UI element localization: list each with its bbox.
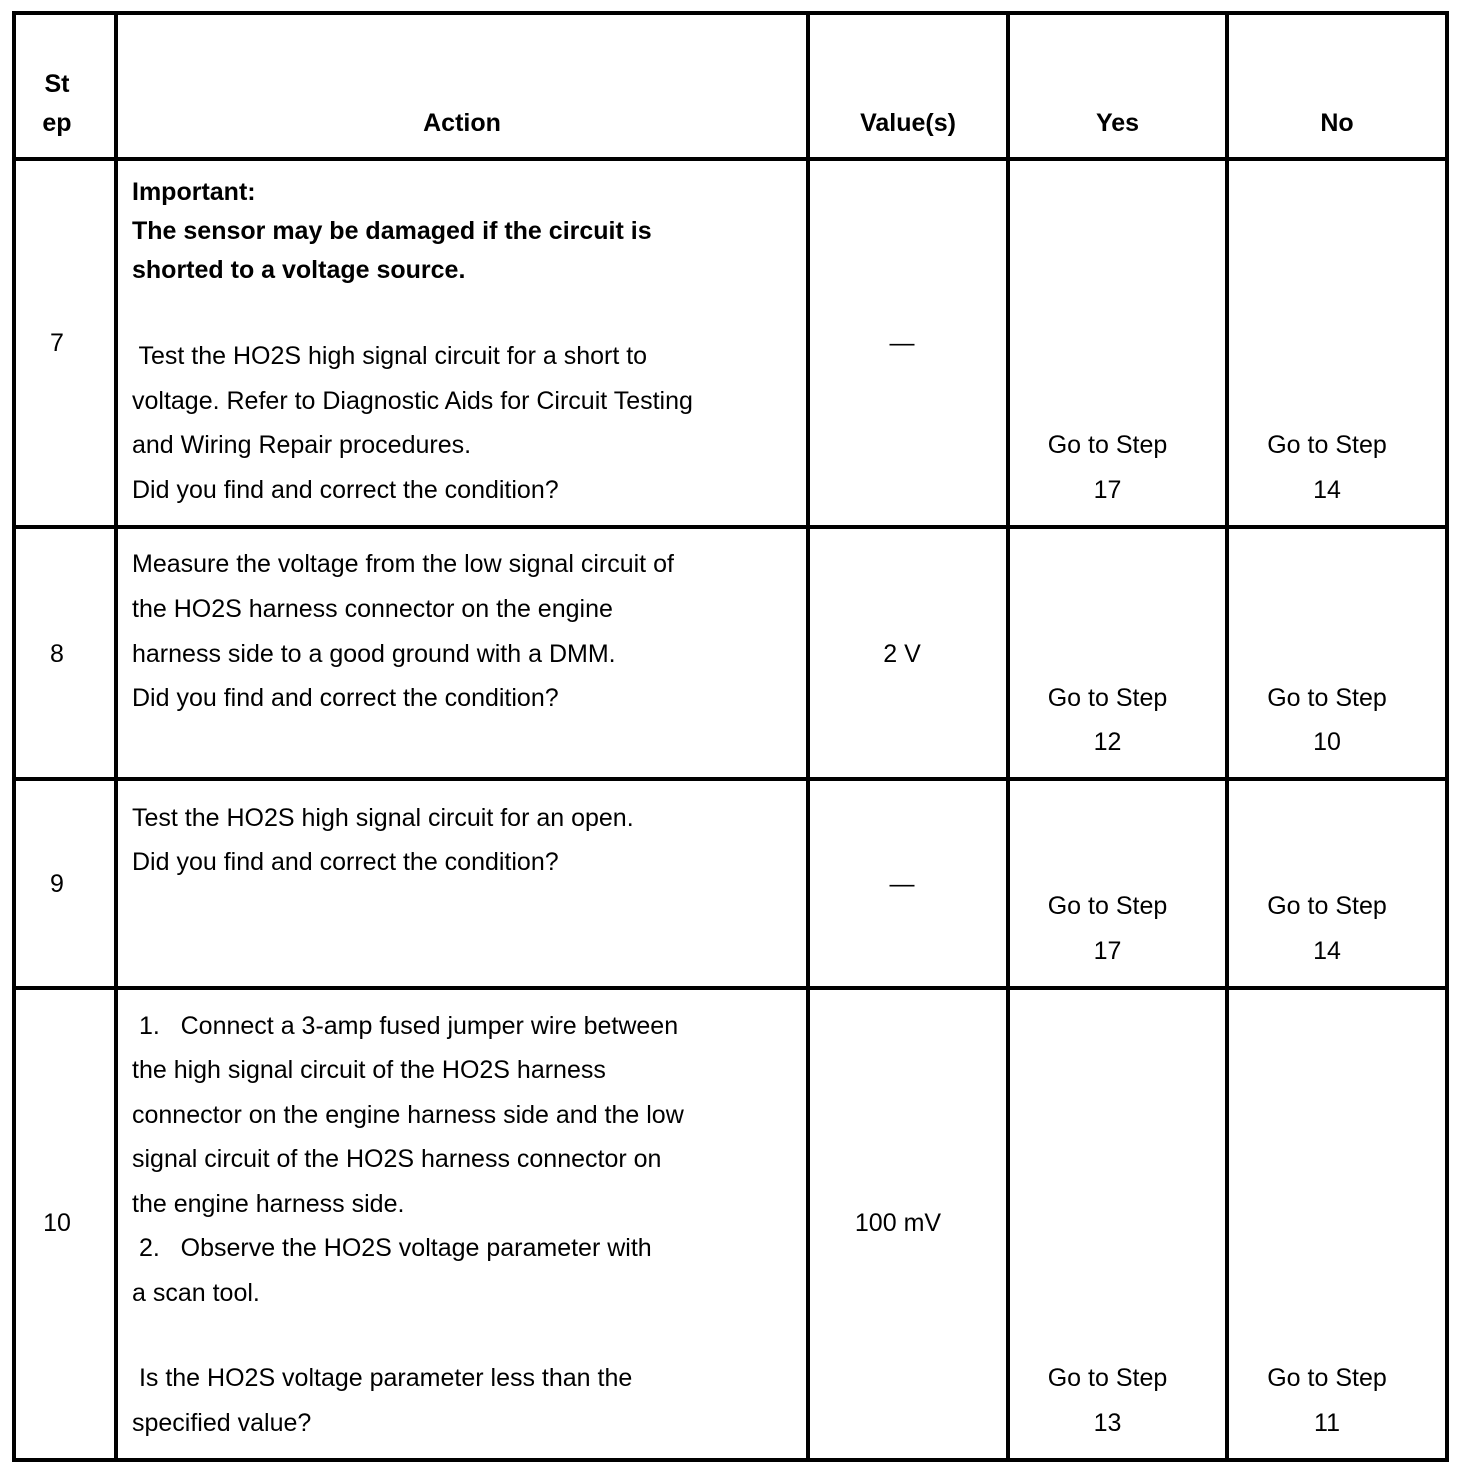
no-goto-step: 14 xyxy=(1313,937,1341,965)
step-number: 9 xyxy=(50,870,64,898)
no-goto: Go to Step xyxy=(1267,892,1387,920)
step-number: 10 xyxy=(43,1209,71,1237)
header-step-line2: ep xyxy=(42,109,72,137)
value-cell: 2 V xyxy=(883,640,921,668)
table-border-top xyxy=(12,11,1449,15)
value-cell: — xyxy=(889,870,915,898)
important-title: Important: xyxy=(132,178,256,206)
no-goto: Go to Step xyxy=(1267,1364,1387,1392)
action-line: Test the HO2S high signal circuit for a short to xyxy=(132,342,648,370)
action-line: specified value? xyxy=(132,1409,312,1437)
important-text: The sensor may be damaged if the circuit is xyxy=(132,217,652,245)
value-cell: 100 mV xyxy=(854,1209,942,1237)
yes-goto-step: 17 xyxy=(1093,476,1122,504)
important-text: shorted to a voltage source. xyxy=(132,256,466,284)
action-line: signal circuit of the HO2S harness connector on xyxy=(132,1145,662,1173)
action-line: the high signal circuit of the HO2S harness xyxy=(132,1056,606,1084)
table-border-bottom xyxy=(12,1458,1449,1462)
yes-goto: Go to Step xyxy=(1047,1364,1168,1392)
no-goto: Go to Step xyxy=(1267,684,1387,712)
yes-goto-step: 12 xyxy=(1093,728,1122,756)
step-number: 7 xyxy=(50,329,64,357)
yes-goto-step: 13 xyxy=(1093,1409,1122,1437)
header-action: Action xyxy=(423,109,501,137)
no-goto: Go to Step xyxy=(1267,431,1387,459)
yes-goto: Go to Step xyxy=(1047,892,1168,920)
action-line: the engine harness side. xyxy=(132,1190,405,1218)
action-line: 1. Connect a 3-amp fused jumper wire between xyxy=(132,1012,679,1040)
action-line: and Wiring Repair procedures. xyxy=(132,431,472,459)
yes-goto: Go to Step xyxy=(1047,684,1168,712)
header-values: Value(s) xyxy=(860,109,956,137)
header-divider xyxy=(12,157,1449,161)
action-line: Did you find and correct the condition? xyxy=(132,476,559,504)
yes-goto: Go to Step xyxy=(1047,431,1168,459)
action-line: Test the HO2S high signal circuit for an open. xyxy=(132,804,634,832)
header-no: No xyxy=(1320,109,1354,137)
action-line: voltage. Refer to Diagnostic Aids for Circuit Testing xyxy=(132,387,693,415)
action-line: harness side to a good ground with a DMM. xyxy=(132,640,616,668)
row-divider xyxy=(12,525,1449,529)
action-line: the HO2S harness connector on the engine xyxy=(132,595,613,623)
step-number: 8 xyxy=(50,640,64,668)
action-line: a scan tool. xyxy=(132,1279,260,1307)
table-border-right xyxy=(1445,11,1449,1462)
value-cell: — xyxy=(889,329,915,357)
row-divider xyxy=(12,777,1449,781)
no-goto-step: 11 xyxy=(1314,1409,1340,1437)
action-line: Measure the voltage from the low signal circuit of xyxy=(132,550,674,578)
row-divider xyxy=(12,986,1449,990)
no-goto-step: 14 xyxy=(1313,476,1341,504)
header-step-line1: St xyxy=(44,70,70,98)
action-line: Is the HO2S voltage parameter less than the xyxy=(132,1364,633,1392)
action-line: Did you find and correct the condition? xyxy=(132,848,559,876)
yes-goto-step: 17 xyxy=(1093,937,1122,965)
action-line: Did you find and correct the condition? xyxy=(132,684,559,712)
no-goto-step: 10 xyxy=(1313,728,1341,756)
col-divider xyxy=(114,11,118,1462)
header-yes: Yes xyxy=(1095,109,1140,137)
action-line: connector on the engine harness side and the low xyxy=(132,1101,684,1129)
action-line: 2. Observe the HO2S voltage parameter with xyxy=(132,1234,652,1262)
